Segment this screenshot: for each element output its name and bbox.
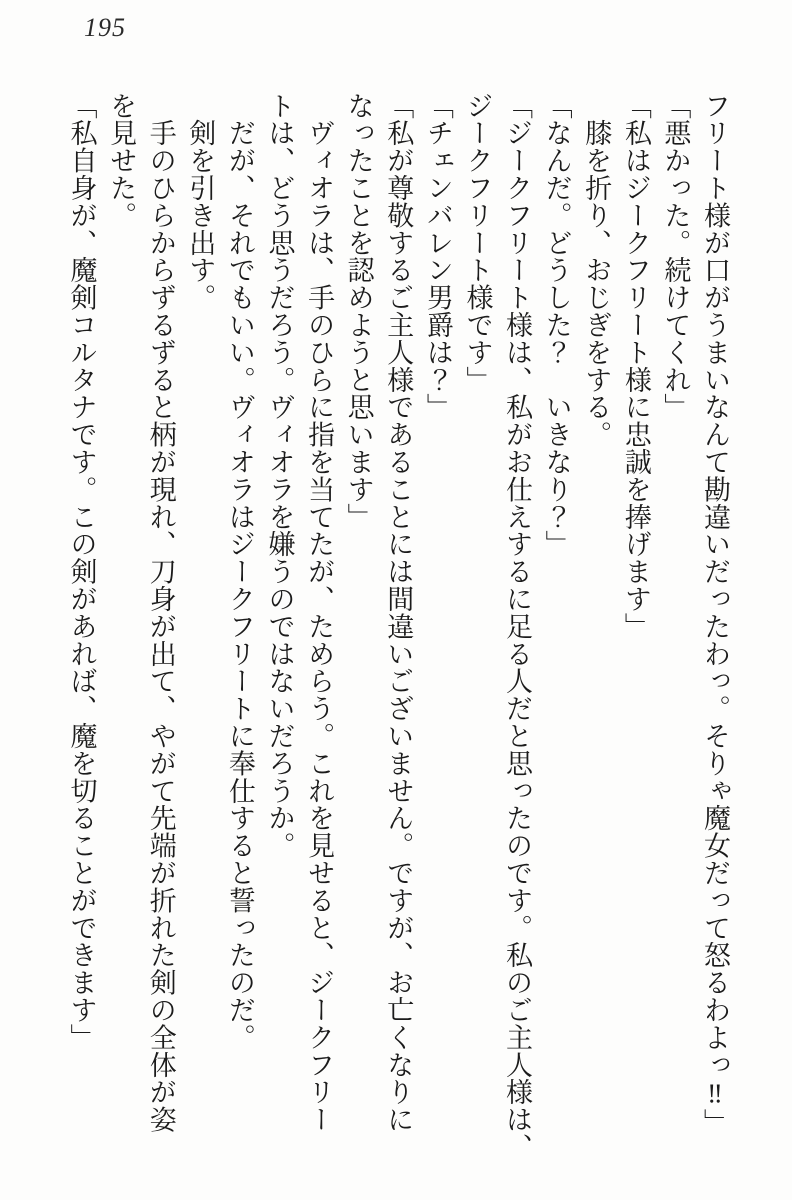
text-line: 膝を折り、おじぎをする。 <box>581 92 612 449</box>
text-line: 剣を引き出す。 <box>185 92 216 312</box>
vertical-text-block <box>61 92 734 1161</box>
text-line: 「チェンバレン男爵は？」 <box>422 92 453 421</box>
text-line: 「なんだ。どうした？ いきなり？」 <box>541 92 572 558</box>
page-number: 195 <box>84 13 126 42</box>
text-line: 「私はジークフリート様に忠誠を捧げます」 <box>620 92 651 640</box>
text-line: なったことを認めようと思います」 <box>343 92 374 531</box>
text-line: トは、どう思うだろう。ヴィオラを嫌うのではないだろうか。 <box>264 92 295 860</box>
text-line: 「悪かった。続けてくれ」 <box>660 92 691 421</box>
text-line: ジークフリート様です」 <box>462 92 493 394</box>
text-line: ヴィオラは、手のひらに指を当てたが、ためらう。これを見せると、ジークフリー <box>304 92 335 1134</box>
text-line: 「私が尊敬するご主人様であることには間違いございません。ですが、お亡くなりに <box>383 92 414 1134</box>
text-line: を見せた。 <box>106 92 137 229</box>
text-line: 手のひらからずるずると柄が現れ、刀身が出て、やがて先端が折れた剣の全体が姿 <box>145 92 176 1134</box>
text-line: 「ジークフリート様は、私がお仕えするに足る人だと思ったのです。私のご主人様は、 <box>502 92 533 1161</box>
text-line: だが、それでもいい。ヴィオラはジークフリートに奉仕すると誓ったのだ。 <box>224 92 255 1051</box>
text-line: 「私自身が、魔剣コルタナです。この剣があれば、魔を切ることができます」 <box>66 92 97 1051</box>
text-line: フリート様が口がうまいなんて勘違いだったわっ。そりゃ魔女だって怒るわよっ‼」 <box>700 92 730 1137</box>
